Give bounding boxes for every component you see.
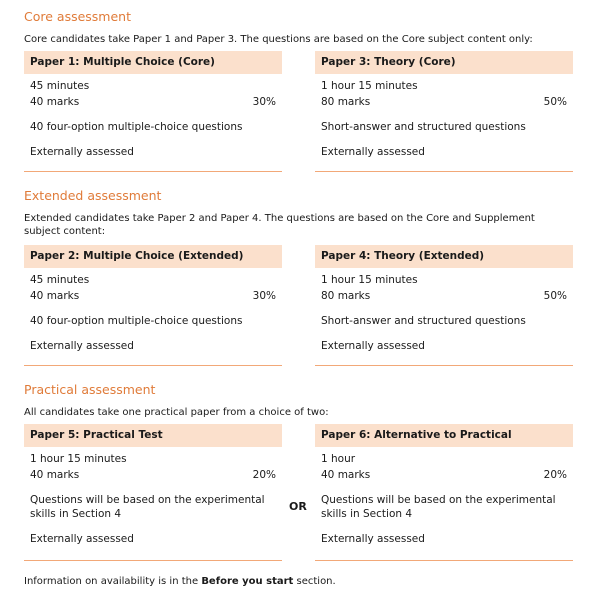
paper5-description-line1: Questions will be based on the experimental — [30, 494, 265, 506]
paper3-heading: Paper 3: Theory (Core) — [315, 51, 573, 74]
paper6-heading: Paper 6: Alternative to Practical — [315, 424, 573, 447]
paper6-weight: 20% — [543, 469, 567, 481]
extended-assessment-heading: Extended assessment — [24, 188, 162, 203]
core-intro-text: Core candidates take Paper 1 and Paper 3. The questions are based on the Core subject content only: — [24, 34, 533, 45]
paper6-description-line2: skills in Section 4 — [321, 508, 413, 520]
paper4-marks-row — [315, 290, 573, 302]
paper3-description: Short-answer and structured questions — [321, 121, 526, 133]
paper4-heading: Paper 4: Theory (Extended) — [315, 245, 573, 268]
paper4-description: Short-answer and structured questions — [321, 315, 526, 327]
paper6-description-line1: Questions will be based on the experimental — [321, 494, 556, 506]
paper3-marks-row — [315, 96, 573, 108]
practical-intro-text: All candidates take one practical paper from a choice of two: — [24, 407, 329, 418]
paper3-weight: 50% — [543, 96, 567, 108]
paper6-divider — [315, 560, 573, 561]
paper4-assessed: Externally assessed — [321, 340, 425, 352]
paper1-heading: Paper 1: Multiple Choice (Core) — [24, 51, 282, 74]
paper6-card — [315, 424, 573, 545]
paper3-divider — [315, 171, 573, 172]
paper2-duration: 45 minutes — [30, 274, 90, 286]
paper4-card — [315, 245, 573, 352]
paper1-card — [24, 51, 282, 158]
paper2-description: 40 four-option multiple-choice questions — [30, 315, 243, 327]
paper6-marks: 40 marks — [321, 469, 371, 481]
paper5-description-line2: skills in Section 4 — [30, 508, 122, 520]
paper2-marks: 40 marks — [30, 290, 80, 302]
paper5-divider — [24, 560, 282, 561]
paper1-description: 40 four-option multiple-choice questions — [30, 121, 243, 133]
paper6-assessed: Externally assessed — [321, 533, 425, 545]
paper3-card — [315, 51, 573, 158]
paper2-card — [24, 245, 282, 352]
paper5-duration: 1 hour 15 minutes — [30, 453, 127, 465]
paper2-marks-row — [24, 290, 282, 302]
paper2-heading: Paper 2: Multiple Choice (Extended) — [24, 245, 282, 268]
or-label: OR — [289, 500, 307, 513]
practical-assessment-heading: Practical assessment — [24, 382, 156, 397]
paper5-card — [24, 424, 282, 545]
paper2-divider — [24, 365, 282, 366]
paper4-divider — [315, 365, 573, 366]
availability-note — [24, 576, 336, 587]
paper1-duration: 45 minutes — [30, 80, 90, 92]
paper1-assessed: Externally assessed — [30, 146, 134, 158]
availability-note-prefix: Information on availability is in the — [24, 576, 202, 587]
core-assessment-heading: Core assessment — [24, 9, 131, 24]
extended-intro-text: Extended candidates take Paper 2 and Paper 4. The questions are based on the Core and Supplement subject content: — [24, 213, 535, 237]
paper3-assessed: Externally assessed — [321, 146, 425, 158]
paper6-duration: 1 hour — [321, 453, 356, 465]
paper1-marks: 40 marks — [30, 96, 80, 108]
paper2-weight: 30% — [252, 290, 276, 302]
paper5-marks-row — [24, 469, 282, 481]
paper4-duration: 1 hour 15 minutes — [321, 274, 418, 286]
paper1-weight: 30% — [252, 96, 276, 108]
paper5-weight: 20% — [252, 469, 276, 481]
paper5-marks: 40 marks — [30, 469, 80, 481]
paper6-marks-row — [315, 469, 573, 481]
paper5-assessed: Externally assessed — [30, 533, 134, 545]
paper4-marks: 80 marks — [321, 290, 371, 302]
paper1-divider — [24, 171, 282, 172]
paper4-weight: 50% — [543, 290, 567, 302]
availability-note-suffix: section. — [293, 576, 336, 587]
paper2-assessed: Externally assessed — [30, 340, 134, 352]
paper3-duration: 1 hour 15 minutes — [321, 80, 418, 92]
paper5-heading: Paper 5: Practical Test — [24, 424, 282, 447]
before-you-start-ref: Before you start — [201, 576, 294, 587]
paper1-marks-row — [24, 96, 282, 108]
paper3-marks: 80 marks — [321, 96, 371, 108]
